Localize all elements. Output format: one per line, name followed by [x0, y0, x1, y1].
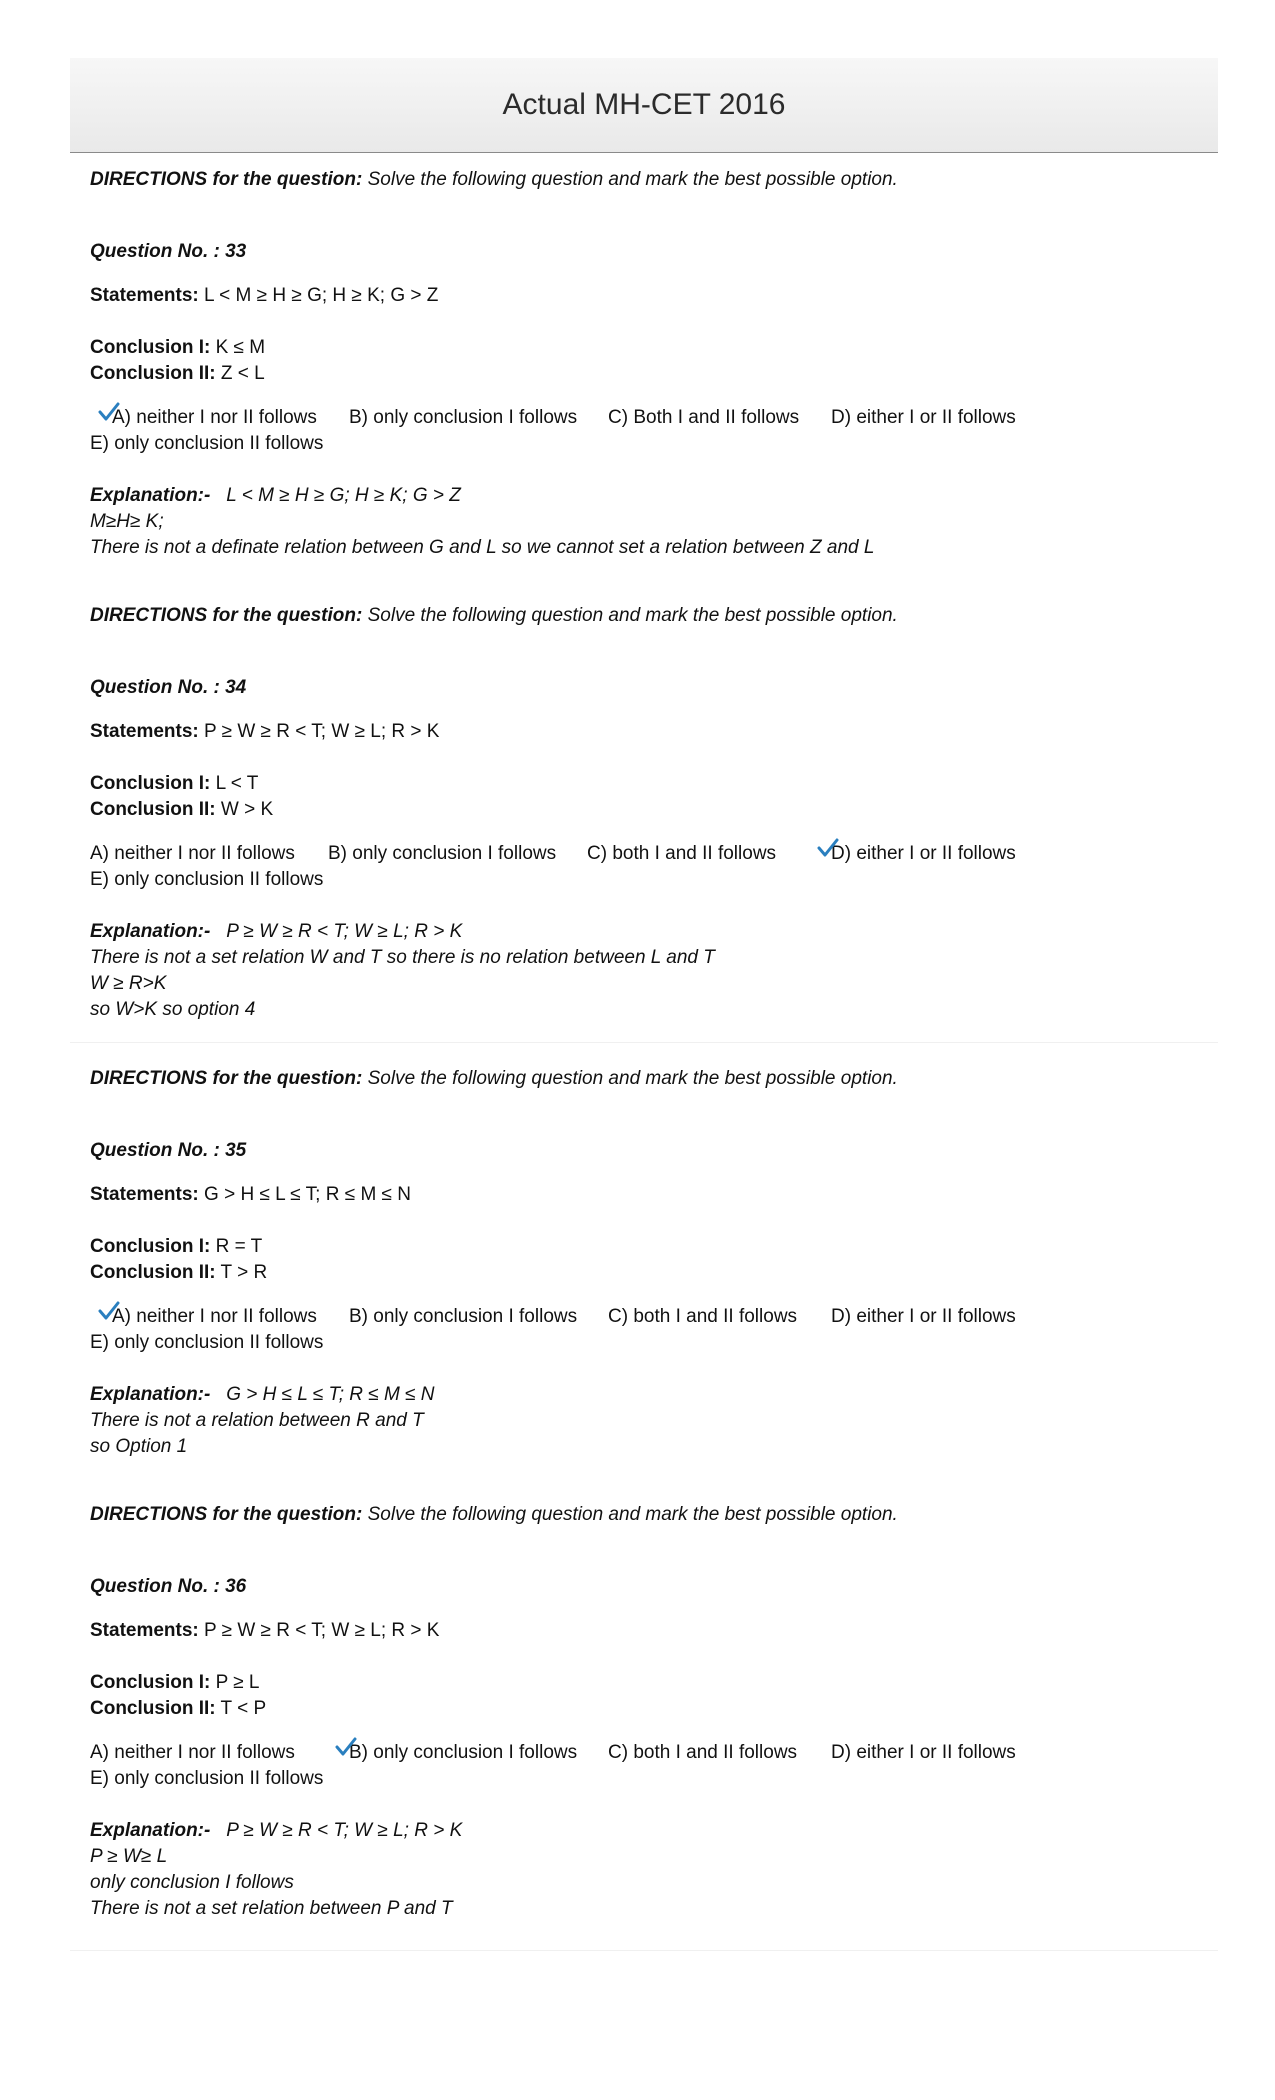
explanation-line: P ≥ W≥ L — [90, 1846, 168, 1867]
statements-label: Statements: — [90, 1184, 199, 1205]
option-b-label: B) only conclusion I follows — [349, 407, 578, 428]
conclusion-1 — [90, 1234, 262, 1260]
option-e[interactable] — [90, 1330, 323, 1356]
option-c-label: C) both I and II follows — [608, 1306, 798, 1327]
option-d[interactable] — [831, 405, 1016, 431]
option-e-label: E) only conclusion II follows — [90, 1332, 324, 1353]
option-b[interactable] — [349, 1304, 577, 1330]
option-d-label: D) either I or II follows — [831, 407, 1016, 428]
statements-text: P ≥ W ≥ R < T; W ≥ L; R > K — [204, 1620, 440, 1641]
option-a[interactable] — [112, 1304, 317, 1330]
conclusion-1-label: Conclusion I: — [90, 1672, 211, 1693]
statements-line — [90, 719, 439, 745]
statements-text: G > H ≤ L ≤ T; R ≤ M ≤ N — [204, 1184, 411, 1205]
conclusion-1 — [90, 771, 258, 797]
directions-label: DIRECTIONS for the question: — [90, 169, 363, 190]
check-icon — [817, 837, 839, 859]
section-divider — [70, 1950, 1218, 1951]
statements-label: Statements: — [90, 285, 199, 306]
conclusion-2-text: T > R — [220, 1262, 268, 1283]
option-d[interactable] — [831, 1740, 1016, 1766]
conclusion-2-text: Z < L — [220, 363, 265, 384]
question-number: Question No. : 35 — [90, 1140, 247, 1161]
option-b[interactable] — [349, 405, 577, 431]
explanation-label: Explanation:- — [90, 921, 211, 942]
question-block — [90, 603, 1210, 1023]
conclusion-2 — [90, 1260, 267, 1286]
statements-label: Statements: — [90, 1620, 199, 1641]
question-block — [90, 1066, 1210, 1466]
conclusion-1-text: R = T — [215, 1236, 263, 1257]
option-b-label: B) only conclusion I follows — [349, 1742, 578, 1763]
explanation-heading — [90, 1382, 435, 1408]
question-number: Question No. : 33 — [90, 241, 247, 262]
conclusion-2-label: Conclusion II: — [90, 1262, 216, 1283]
option-a[interactable] — [112, 405, 317, 431]
option-d-label: D) either I or II follows — [831, 1306, 1016, 1327]
option-c-label: C) both I and II follows — [587, 843, 777, 864]
option-e-label: E) only conclusion II follows — [90, 1768, 324, 1789]
conclusion-1-text: P ≥ L — [215, 1672, 260, 1693]
option-a[interactable] — [90, 1740, 295, 1766]
option-e[interactable] — [90, 867, 323, 893]
conclusion-1 — [90, 1670, 260, 1696]
option-c[interactable] — [608, 405, 799, 431]
explanation-heading — [90, 483, 461, 509]
check-icon — [335, 1736, 357, 1758]
option-e[interactable] — [90, 431, 323, 457]
explanation-line: W ≥ R>K — [90, 973, 167, 994]
explanation-line: M≥H≥ K; — [90, 511, 164, 532]
page-header — [70, 58, 1218, 153]
conclusion-1-label: Conclusion I: — [90, 337, 211, 358]
explanation-line: There is not a set relation W and T so there is no relation between L and T — [90, 947, 715, 968]
directions-line — [90, 603, 898, 629]
question-number: Question No. : 36 — [90, 1576, 247, 1597]
explanation-line: There is not a definate relation between G and L so we cannot set a relation between Z and L — [90, 537, 875, 558]
directions-line — [90, 167, 898, 193]
option-b[interactable] — [328, 841, 556, 867]
directions-line — [90, 1066, 898, 1092]
option-d-label: D) either I or II follows — [831, 843, 1016, 864]
explanation-first: P ≥ W ≥ R < T; W ≥ L; R > K — [226, 921, 463, 942]
option-b[interactable] — [349, 1740, 577, 1766]
option-d[interactable] — [831, 1304, 1016, 1330]
question-block — [90, 167, 1210, 567]
explanation-label: Explanation:- — [90, 1384, 211, 1405]
question-block — [90, 1502, 1210, 1922]
explanation-line: There is not a set relation between P and T — [90, 1898, 453, 1919]
conclusion-2-label: Conclusion II: — [90, 799, 216, 820]
explanation-first: G > H ≤ L ≤ T; R ≤ M ≤ N — [226, 1384, 435, 1405]
option-e-label: E) only conclusion II follows — [90, 869, 324, 890]
directions-text: Solve the following question and mark the best possible option. — [367, 169, 898, 190]
conclusion-1-text: L < T — [215, 773, 259, 794]
conclusion-2 — [90, 361, 265, 387]
directions-label: DIRECTIONS for the question: — [90, 1504, 363, 1525]
option-c[interactable] — [608, 1740, 797, 1766]
option-a-label: A) neither I nor II follows — [90, 843, 295, 864]
explanation-line: so W>K so option 4 — [90, 999, 256, 1020]
explanation-line: so Option 1 — [90, 1436, 188, 1457]
option-a[interactable] — [90, 841, 295, 867]
explanation-label: Explanation:- — [90, 1820, 211, 1841]
directions-text: Solve the following question and mark the best possible option. — [367, 1504, 898, 1525]
explanation-heading — [90, 1818, 462, 1844]
directions-label: DIRECTIONS for the question: — [90, 1068, 363, 1089]
conclusion-2 — [90, 797, 273, 823]
option-b-label: B) only conclusion I follows — [328, 843, 557, 864]
check-icon — [98, 401, 120, 423]
statements-line — [90, 283, 438, 309]
explanation-heading — [90, 919, 462, 945]
check-icon — [98, 1300, 120, 1322]
option-e[interactable] — [90, 1766, 323, 1792]
conclusion-2-label: Conclusion II: — [90, 1698, 216, 1719]
question-number: Question No. : 34 — [90, 677, 247, 698]
statements-text: L < M ≥ H ≥ G; H ≥ K; G > Z — [204, 285, 439, 306]
option-c[interactable] — [587, 841, 776, 867]
statements-line — [90, 1618, 439, 1644]
conclusion-2-text: T < P — [220, 1698, 267, 1719]
page-title: Actual MH-CET 2016 — [502, 88, 786, 121]
directions-text: Solve the following question and mark the best possible option. — [367, 605, 898, 626]
statements-label: Statements: — [90, 721, 199, 742]
option-a-label: A) neither I nor II follows — [112, 1306, 317, 1327]
option-a-label: A) neither I nor II follows — [90, 1742, 295, 1763]
conclusion-2-label: Conclusion II: — [90, 363, 216, 384]
statements-line — [90, 1182, 411, 1208]
option-b-label: B) only conclusion I follows — [349, 1306, 578, 1327]
option-e-label: E) only conclusion II follows — [90, 433, 324, 454]
conclusion-2 — [90, 1696, 266, 1722]
option-a-label: A) neither I nor II follows — [112, 407, 317, 428]
option-c-label: C) Both I and II follows — [608, 407, 800, 428]
option-d-label: D) either I or II follows — [831, 1742, 1016, 1763]
option-c[interactable] — [608, 1304, 797, 1330]
statements-text: P ≥ W ≥ R < T; W ≥ L; R > K — [204, 721, 440, 742]
directions-label: DIRECTIONS for the question: — [90, 605, 363, 626]
conclusion-1-label: Conclusion I: — [90, 773, 211, 794]
conclusion-2-text: W > K — [220, 799, 274, 820]
explanation-first: P ≥ W ≥ R < T; W ≥ L; R > K — [226, 1820, 463, 1841]
option-c-label: C) both I and II follows — [608, 1742, 798, 1763]
section-divider — [70, 1042, 1218, 1043]
directions-line — [90, 1502, 898, 1528]
explanation-label: Explanation:- — [90, 485, 211, 506]
option-d[interactable] — [831, 841, 1016, 867]
conclusion-1 — [90, 335, 265, 361]
directions-text: Solve the following question and mark the best possible option. — [367, 1068, 898, 1089]
conclusion-1-text: K ≤ M — [215, 337, 266, 358]
explanation-line: There is not a relation between R and T — [90, 1410, 424, 1431]
explanation-line: only conclusion I follows — [90, 1872, 294, 1893]
conclusion-1-label: Conclusion I: — [90, 1236, 211, 1257]
explanation-first: L < M ≥ H ≥ G; H ≥ K; G > Z — [226, 485, 461, 506]
